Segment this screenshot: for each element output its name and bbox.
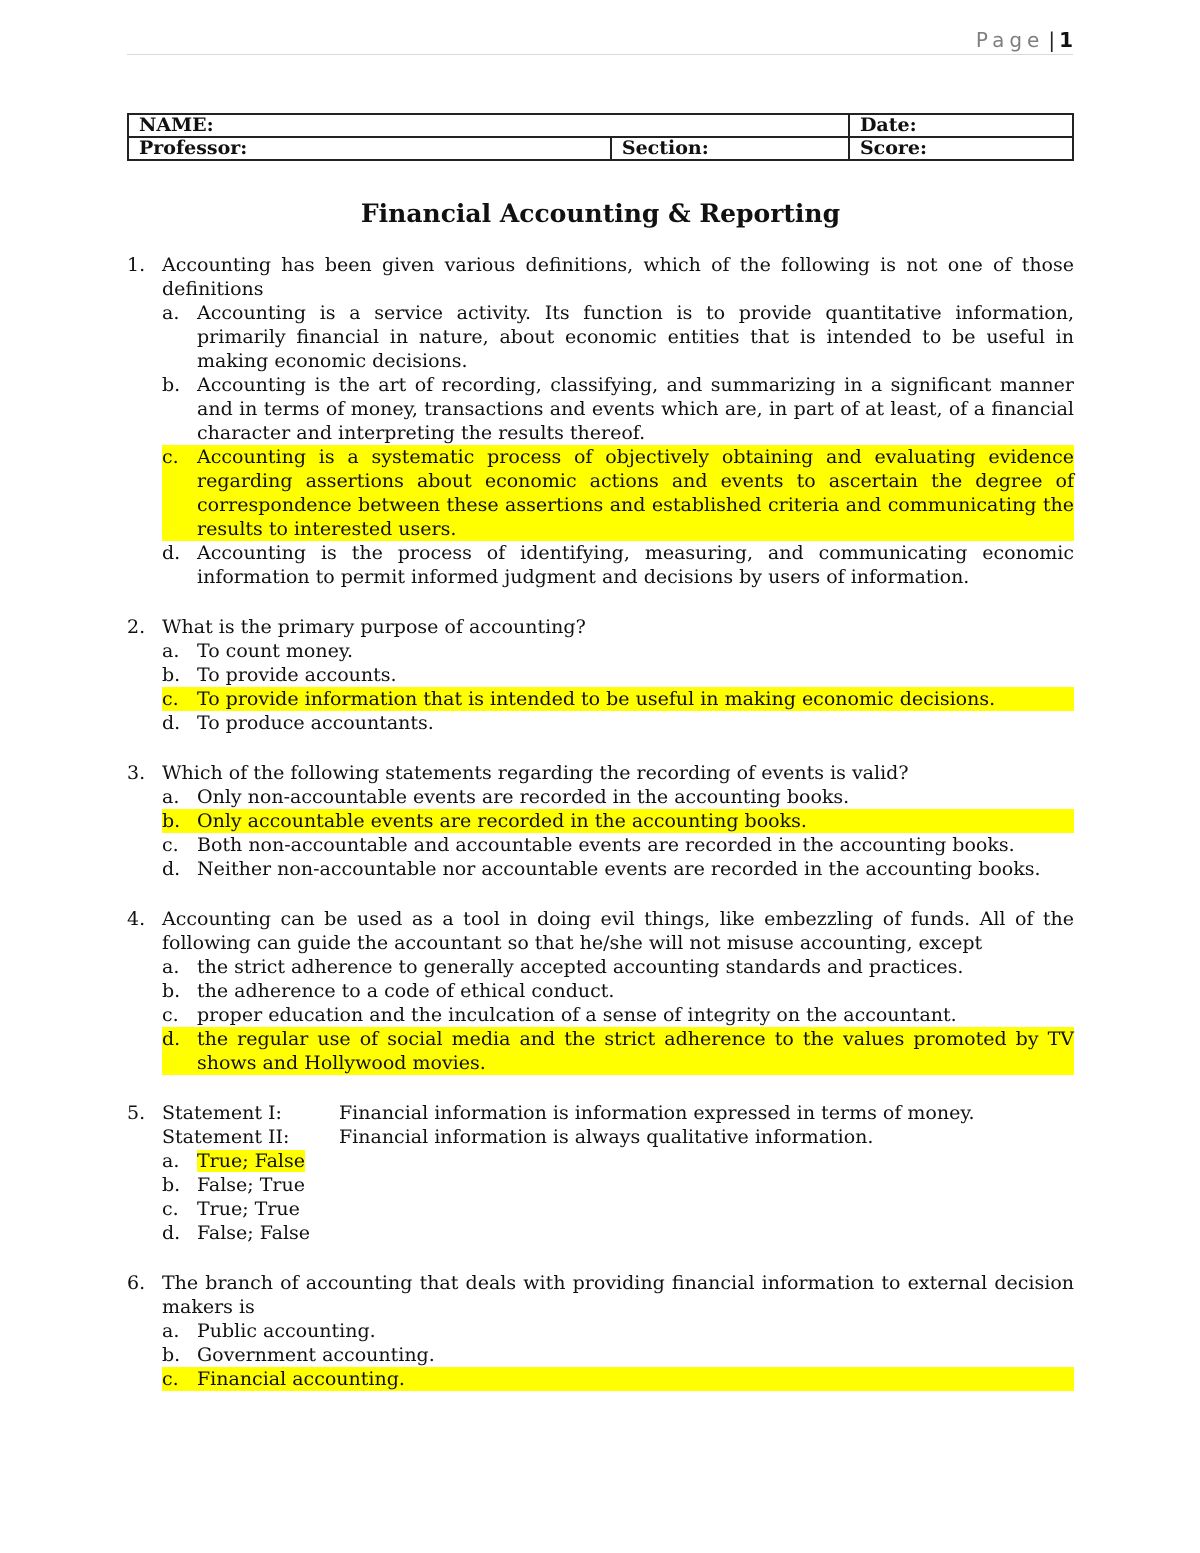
choice-list bbox=[162, 301, 1074, 589]
choice-a bbox=[162, 955, 1074, 979]
choice-text: Only accountable events are recorded in the accounting books. bbox=[197, 810, 807, 832]
choice-d bbox=[162, 711, 1074, 735]
choice-letter: a. bbox=[162, 1320, 180, 1342]
question-text: Accounting can be used as a tool in doing evil things, like embezzling of funds. All of the following can guide the accountant so that he/she will not misuse accounting, except bbox=[162, 908, 1074, 954]
page-header bbox=[127, 28, 1073, 55]
choice-list bbox=[162, 955, 1074, 1075]
choice-d bbox=[162, 541, 1074, 589]
choice-letter: a. bbox=[162, 302, 180, 324]
question-text: Accounting has been given various definitions, which of the following is not one of those definitions bbox=[162, 254, 1074, 300]
choice-letter: a. bbox=[162, 786, 180, 808]
choice-list bbox=[162, 639, 1074, 735]
statement-2 bbox=[162, 1125, 1074, 1149]
choice-letter: a. bbox=[162, 956, 180, 978]
choice-a-highlighted bbox=[162, 1149, 1074, 1173]
question-text: Which of the following statements regarding the recording of events is valid? bbox=[162, 762, 909, 784]
question-number: 2. bbox=[127, 616, 146, 638]
choice-text: the strict adherence to generally accepted accounting standards and practices. bbox=[197, 956, 964, 978]
student-info-table bbox=[127, 113, 1074, 161]
choice-c bbox=[162, 1197, 1074, 1221]
choice-text: To provide accounts. bbox=[197, 664, 397, 686]
choice-letter: a. bbox=[162, 640, 180, 662]
choice-c bbox=[162, 833, 1074, 857]
choice-text: True; True bbox=[197, 1198, 300, 1220]
score-field: Score: bbox=[849, 137, 1073, 160]
choice-text: Public accounting. bbox=[197, 1320, 376, 1342]
choice-c-highlighted bbox=[162, 687, 1074, 711]
choice-text: Government accounting. bbox=[197, 1344, 435, 1366]
choice-letter: b. bbox=[162, 1344, 181, 1366]
question-text: What is the primary purpose of accounting? bbox=[162, 616, 586, 638]
choice-letter: b. bbox=[162, 980, 181, 1002]
choice-letter: d. bbox=[162, 542, 181, 564]
choice-c bbox=[162, 1003, 1074, 1027]
choice-text: To produce accountants. bbox=[197, 712, 434, 734]
choice-a bbox=[162, 301, 1074, 373]
choice-d-highlighted bbox=[162, 1027, 1074, 1075]
question-2 bbox=[127, 615, 1074, 735]
choice-text: False; True bbox=[197, 1174, 305, 1196]
choice-text: the regular use of social media and the strict adherence to the values promoted by TV shows and Hollywood movies. bbox=[197, 1028, 1074, 1074]
date-field: Date: bbox=[849, 114, 1073, 137]
choice-text: False; False bbox=[197, 1222, 311, 1244]
question-6 bbox=[127, 1271, 1074, 1391]
choice-letter: c. bbox=[162, 834, 179, 856]
question-list bbox=[127, 253, 1074, 1417]
choice-letter: c. bbox=[162, 1368, 179, 1390]
choice-text: Accounting is the process of identifying, measuring, and communicating economic information to permit informed judgment and decisions by users of information. bbox=[197, 542, 1074, 588]
choice-text: Accounting is the art of recording, classifying, and summarizing in a significant manner and in terms of money, transactions and events which are, in part of at least, of a financial character and interpreting the results thereof. bbox=[197, 374, 1074, 444]
choice-letter: c. bbox=[162, 1198, 179, 1220]
choice-b bbox=[162, 1343, 1074, 1367]
choice-d bbox=[162, 1221, 1074, 1245]
choice-letter: c. bbox=[162, 446, 179, 468]
choice-text: To count money. bbox=[197, 640, 354, 662]
choice-list bbox=[162, 1149, 1074, 1245]
question-4 bbox=[127, 907, 1074, 1075]
choice-c-highlighted bbox=[162, 1367, 1074, 1391]
choice-text: proper education and the inculcation of a sense of integrity on the accountant. bbox=[197, 1004, 957, 1026]
question-number: 5. bbox=[127, 1102, 146, 1124]
choice-d bbox=[162, 857, 1074, 881]
choice-letter: a. bbox=[162, 1150, 180, 1172]
page-label: Page bbox=[975, 28, 1045, 52]
choice-letter: b. bbox=[162, 810, 181, 832]
choice-text: Only non-accountable events are recorded in the accounting books. bbox=[197, 786, 850, 808]
page-number: 1 bbox=[1059, 28, 1073, 52]
choice-a bbox=[162, 639, 1074, 663]
choice-letter: b. bbox=[162, 1174, 181, 1196]
choice-text: To provide information that is intended to be useful in making economic decisions. bbox=[197, 688, 996, 710]
choice-letter: c. bbox=[162, 1004, 179, 1026]
question-number: 4. bbox=[127, 908, 146, 930]
statement-1 bbox=[162, 1101, 1074, 1125]
choice-text: Both non-accountable and accountable events are recorded in the accounting books. bbox=[197, 834, 1015, 856]
choice-list bbox=[162, 1319, 1074, 1391]
question-text: The branch of accounting that deals with providing financial information to external decision makers is bbox=[162, 1272, 1074, 1318]
choice-b bbox=[162, 663, 1074, 687]
choice-a bbox=[162, 1319, 1074, 1343]
question-number: 6. bbox=[127, 1272, 146, 1294]
question-3 bbox=[127, 761, 1074, 881]
choice-text: True; False bbox=[197, 1150, 305, 1172]
statement-label: Statement II: bbox=[162, 1126, 290, 1148]
choice-letter: c. bbox=[162, 688, 179, 710]
statement-text: Financial information is information expressed in terms of money. bbox=[339, 1102, 975, 1124]
choice-c-highlighted bbox=[162, 445, 1074, 541]
section-field: Section: bbox=[611, 137, 849, 160]
choice-letter: d. bbox=[162, 712, 181, 734]
choice-text: Neither non-accountable nor accountable events are recorded in the accounting books. bbox=[197, 858, 1041, 880]
choice-b bbox=[162, 1173, 1074, 1197]
choice-b bbox=[162, 979, 1074, 1003]
choice-text: the adherence to a code of ethical conduct. bbox=[197, 980, 615, 1002]
statement-text: Financial information is always qualitative information. bbox=[339, 1126, 874, 1148]
choice-text: Accounting is a service activity. Its function is to provide quantitative information, primarily financial in nature, about economic entities that is intended to be useful in making economic decisions. bbox=[197, 302, 1074, 372]
choice-text: Financial accounting. bbox=[197, 1368, 405, 1390]
choice-letter: d. bbox=[162, 1222, 181, 1244]
choice-list bbox=[162, 785, 1074, 881]
choice-text: Accounting is a systematic process of objectively obtaining and evaluating evidence regarding assertions about economic actions and events to ascertain the degree of correspondence between these assertions and established criteria and communicating the results to interested users. bbox=[197, 446, 1074, 540]
choice-letter: d. bbox=[162, 1028, 181, 1050]
question-1 bbox=[127, 253, 1074, 589]
choice-letter: b. bbox=[162, 664, 181, 686]
professor-field: Professor: bbox=[128, 137, 611, 160]
statement-label: Statement I: bbox=[162, 1102, 282, 1124]
choice-b-highlighted bbox=[162, 809, 1074, 833]
page-separator: | bbox=[1048, 28, 1056, 52]
choice-letter: d. bbox=[162, 858, 181, 880]
document-title: Financial Accounting & Reporting bbox=[360, 199, 841, 228]
question-5 bbox=[127, 1101, 1074, 1245]
question-number: 1. bbox=[127, 254, 146, 276]
choice-a bbox=[162, 785, 1074, 809]
choice-b bbox=[162, 373, 1074, 445]
choice-letter: b. bbox=[162, 374, 181, 396]
name-field: NAME: bbox=[128, 114, 849, 137]
question-number: 3. bbox=[127, 762, 146, 784]
